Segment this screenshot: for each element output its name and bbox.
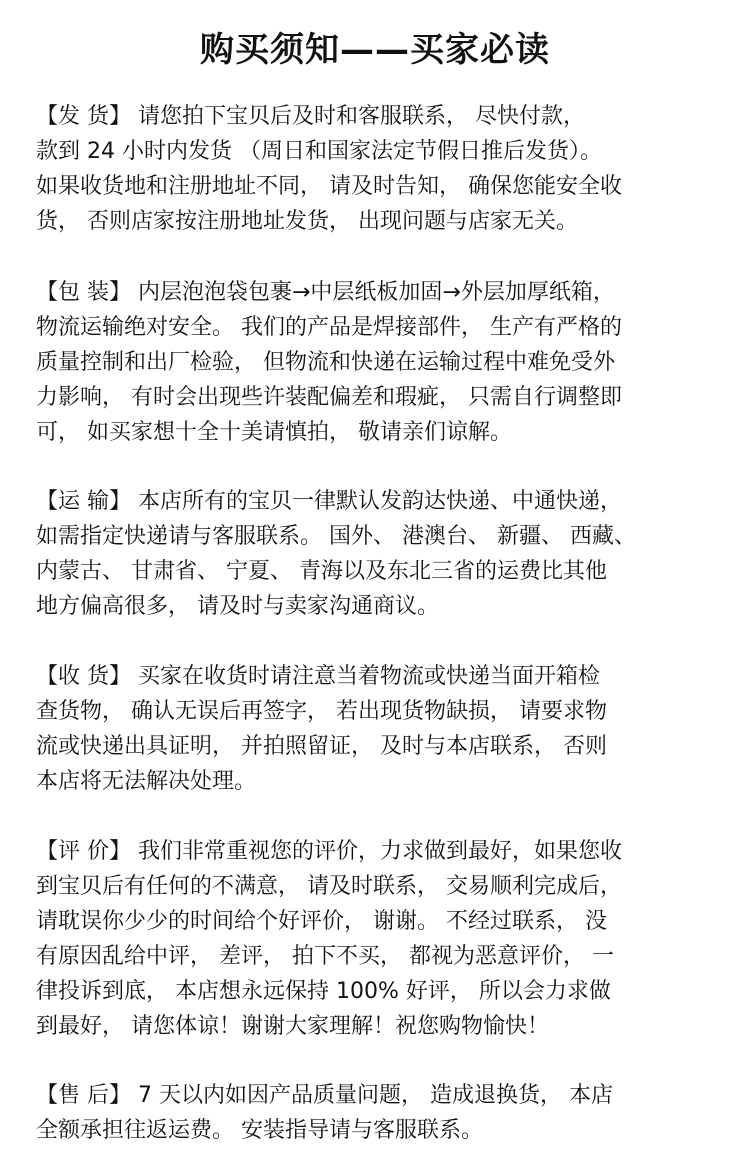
text-line: 全额承担往返运费。 安装指导请与客服联系。 xyxy=(36,1118,483,1143)
text-line: 流或快递出具证明， 并拍照留证， 及时与本店联系， 否则 xyxy=(36,734,607,759)
text-line: 律投诉到底， 本店想永远保持 100% 好评， 所以会力求做 xyxy=(36,979,611,1004)
section-shipping xyxy=(36,99,716,239)
section-transport xyxy=(36,484,716,624)
section-review xyxy=(36,834,716,1044)
text-line: 货， 否则店家按注册地址发货， 出现问题与店家无关。 xyxy=(36,209,578,234)
text-line: 【评 价】 我们非常重视您的评价，力求做到最好，如果您收 xyxy=(36,839,622,864)
text-line: 内蒙古、 甘肃省、 宁夏、 青海以及东北三省的运费比其他 xyxy=(36,559,607,584)
text-line: 有原因乱给中评， 差评， 拍下不买， 都视为恶意评价， 一 xyxy=(36,944,614,969)
text-line: 到宝贝后有任何的不满意， 请及时联系， 交易顺利完成后， xyxy=(36,874,622,899)
text-line: 力影响， 有时会出现些许装配偏差和瑕疵， 只需自行调整即 xyxy=(36,385,622,410)
page-title: 购买须知——买家必读 xyxy=(200,30,550,70)
text-line: 请耽误你少少的时间给个好评价， 谢谢。 不经过联系， 没 xyxy=(36,909,607,934)
text-line: 物流运输绝对安全。 我们的产品是焊接部件， 生产有严格的 xyxy=(36,315,622,340)
text-line: 【收 货】 买家在收货时请注意当着物流或快递当面开箱检 xyxy=(36,664,600,689)
text-line: 【包 装】 内层泡泡袋包裹→中层纸板加固→外层加厚纸箱， xyxy=(36,280,615,305)
section-after-sales xyxy=(36,1078,716,1148)
section-receiving xyxy=(36,659,716,799)
text-line: 地方偏高很多， 请及时与卖家沟通商议。 xyxy=(36,594,439,619)
text-line: 【发 货】 请您拍下宝贝后及时和客服联系， 尽快付款， xyxy=(36,104,585,129)
text-line: 如需指定快递请与客服联系。 国外、 港澳台、 新疆、 西藏、 xyxy=(36,524,636,549)
text-line: 可， 如买家想十全十美请慎拍， 敬请亲们谅解。 xyxy=(36,420,512,445)
text-line: 质量控制和出厂检验， 但物流和快递在运输过程中难免受外 xyxy=(36,350,615,375)
section-packaging xyxy=(36,275,716,450)
text-line: 款到 24 小时内发货 （周日和国家法定节假日推后发货）。 xyxy=(36,139,602,164)
text-line: 如果收货地和注册地址不同， 请及时告知， 确保您能安全收 xyxy=(36,174,622,199)
text-line: 【售 后】 7 天以内如因产品质量问题， 造成退换货， 本店 xyxy=(36,1083,613,1108)
text-line: 到最好， 请您体谅！谢谢大家理解！祝您购物愉快！ xyxy=(36,1014,549,1039)
text-line: 本店将无法解决处理。 xyxy=(36,769,257,794)
text-line: 查货物， 确认无误后再签字， 若出现货物缺损， 请要求物 xyxy=(36,699,607,724)
text-line: 【运 输】 本店所有的宝贝一律默认发韵达快递、中通快递， xyxy=(36,489,622,514)
